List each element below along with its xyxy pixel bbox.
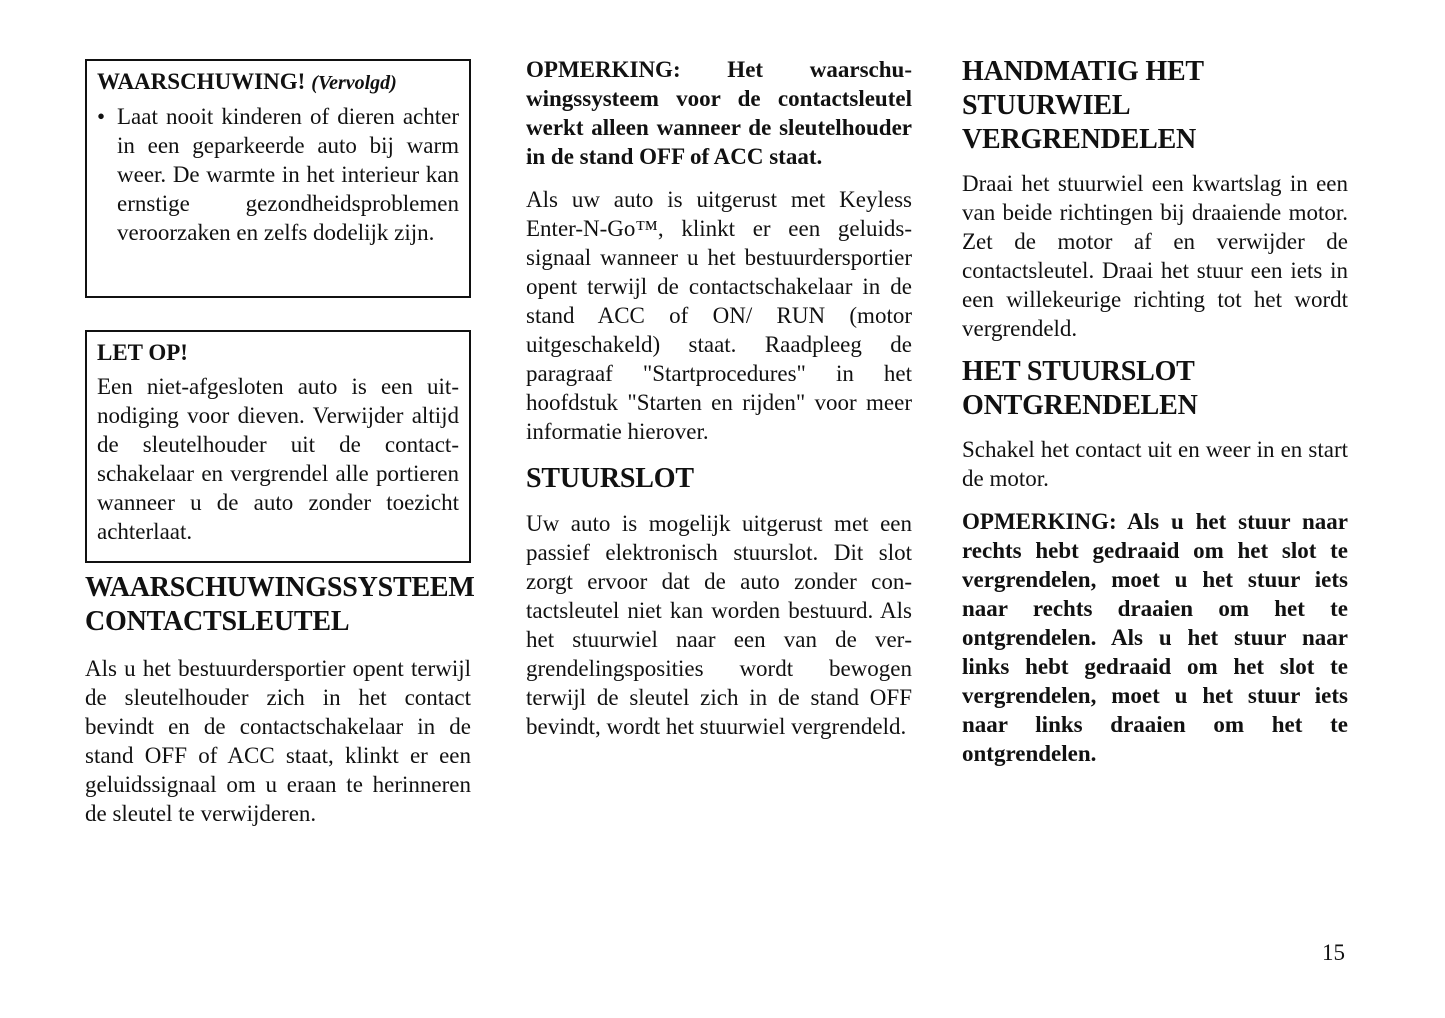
column-middle [526, 55, 912, 741]
section-heading-contactsleutel: WAARSCHUWINGSSYSTEEM CONTACTSLEUTEL [85, 572, 475, 637]
section-text-contactsleutel: Als u het bestuurdersportier opent terwijl de sleutelhouder zich in het contact bevindt en de contactschakelaar in de stand OFF of ACC staat, klinkt er een geluidssignaal om u eraan te herinneren de sleutel te verwijderen. [85, 656, 471, 826]
heading-handmatig-vergrendelen: HANDMATIG HET STUURWIEL VERGRENDELEN [962, 56, 1204, 155]
heading-stuurslot-ontgrendelen: HET STUURSLOT ONTGRENDELEN [962, 356, 1198, 421]
note-contactsleutel: OPMERKING: Het waarschuwingssysteem voor de contactsleutel werkt alleen wanneer de sleutelhouder in de stand OFF of ACC staat. [526, 57, 912, 169]
column-left [85, 55, 475, 828]
caution-title: LET OP! [97, 340, 188, 365]
section-heading-stuurslot: STUURSLOT [526, 463, 694, 494]
paragraph-keyless: Als uw auto is uitgerust met Keyless Enter-N-Go™, klinkt er een geluidssignaal wanneer u het bestuurdersportier opent terwijl de contactschakelaar in de stand ACC of ON/ RUN (motor uitgeschakeld) staat. Raadpleeg de paragraaf "Startprocedures" in het hoofdstuk "Starten en rijden" voor meer informatie hierover. [526, 187, 912, 444]
bullet-icon: • [97, 104, 106, 129]
warning-box [85, 59, 471, 298]
page-number: 15 [1322, 940, 1345, 965]
text-handmatig-vergrendelen: Draai het stuurwiel een kwartslag in een van beide richtingen bij draaiende motor. Zet de motor af en verwijder de contactsleutel. Draai het stuur een iets in een willekeurige richting tot het wordt vergrendeld. [962, 171, 1348, 341]
note-stuur-ontgrendelen: OPMERKING: Als u het stuur naar rechts hebt gedraaid om het slot te vergrendelen, moet u het stuur iets naar rechts draaien om het te ontgrendelen. Als u het stuur naar links hebt gedraaid om het slot te vergrendelen, moet u het stuur iets naar links draaien om het te ontgrendelen. [962, 509, 1348, 766]
warning-bullet [97, 102, 459, 247]
warning-bullet-text: Laat nooit kinderen of dieren achter in een geparkeerde auto bij warm weer. De warmte in het interieur kan ernstige gezondheidsproblemen veroorzaken en zelfs dodelijk zijn. [117, 104, 459, 245]
warning-title [97, 67, 459, 98]
warning-subtitle: (Vervolgd) [311, 72, 397, 94]
section-text-stuurslot: Uw auto is mogelijk uitgerust met een passief elektronisch stuurslot. Dit slot zorgt ervoor dat de auto zonder contactsleutel niet kan worden bestuurd. Als het stuurwiel naar een van de vergrendelingsposities wordt bewogen terwijl de sleutel zich in de stand OFF bevindt, wordt het stuurwiel vergrendeld. [526, 511, 912, 739]
text-stuurslot-ontgrendelen: Schakel het contact uit en weer in en start de motor. [962, 437, 1348, 491]
caution-box [85, 330, 471, 563]
column-right [962, 55, 1348, 768]
caution-text: Een niet-afgesloten auto is een uitnodiging voor dieven. Verwijder altijd de sleutelhouder uit de contactschakelaar en vergrendel alle portieren wanneer u de auto zonder toezicht achterlaat. [97, 374, 459, 544]
warning-title-text: WAARSCHUWING! [97, 69, 306, 94]
